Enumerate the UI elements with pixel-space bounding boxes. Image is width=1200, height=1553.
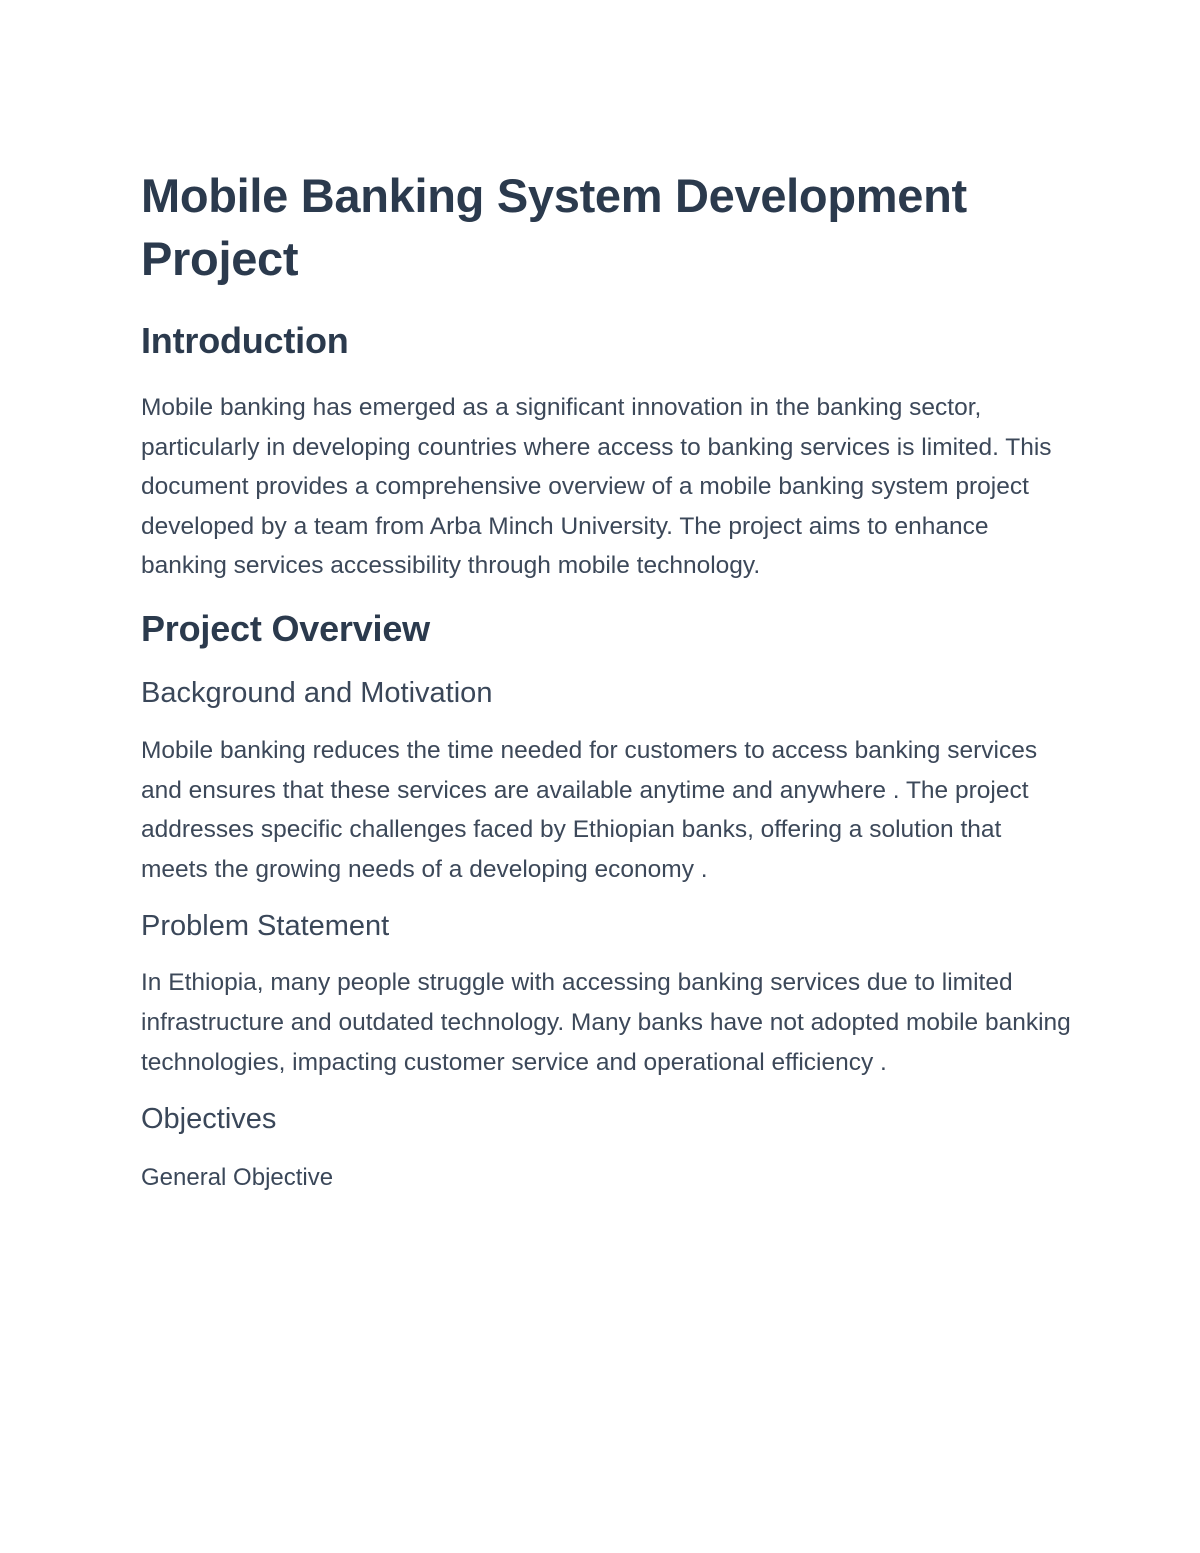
general-objective-heading: General Objective xyxy=(141,1164,334,1192)
objectives-heading: Objectives xyxy=(141,1103,277,1136)
project-overview-heading: Project Overview xyxy=(141,607,430,649)
document-page xyxy=(141,158,1071,1195)
introduction-heading: Introduction xyxy=(141,320,349,361)
problem-statement-heading: Problem Statement xyxy=(141,910,390,943)
background-heading: Background and Motivation xyxy=(141,676,493,709)
background-paragraph: Mobile banking reduces the time needed for customers to access banking services and ensures that these services are available anytime and anywhere . The project addresses specific challenges faced by Ethiopian banks, offering a solution that meets the growing needs of a developing economy . xyxy=(141,736,1038,883)
introduction-paragraph: Mobile banking has emerged as a significant innovation in the banking sector, particularly in developing countries where access to banking services is limited. This document provides a comprehensive overview of a mobile banking system project developed by a team from Arba Minch University. The project aims to enhance banking services accessibility through mobile technology. xyxy=(141,394,1052,580)
document-title: Mobile Banking System Development Project xyxy=(141,169,967,285)
problem-statement-paragraph: In Ethiopia, many people struggle with accessing banking services due to limited infrastructure and outdated technology. Many banks have not adopted mobile banking technologies, impacting customer service and operational efficiency . xyxy=(141,969,1071,1076)
